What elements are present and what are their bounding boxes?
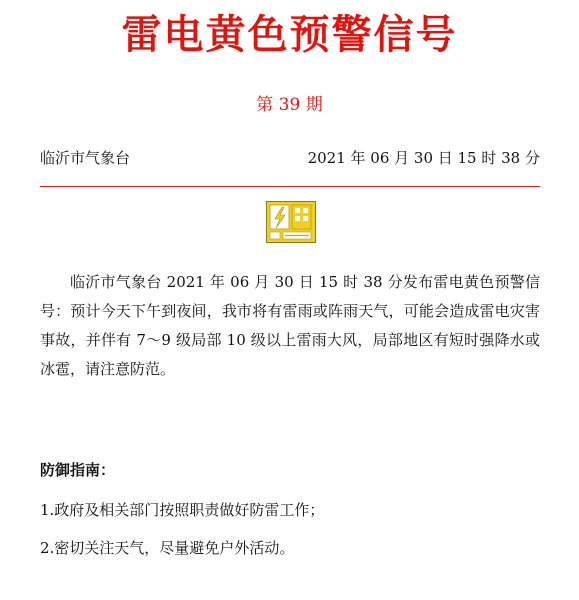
meta-row (40, 146, 540, 170)
issue-datetime: 2021 年 06 月 30 日 15 时 38 分 (307, 149, 540, 167)
document-title: 雷电黄色预警信号 (121, 12, 458, 58)
red-divider (40, 186, 540, 187)
guide-item: 2.密切关注天气，尽量避免户外活动。 (40, 539, 295, 557)
issuing-organization: 临沂市气象台 (40, 149, 131, 167)
guide-item: 1.政府及相关部门按照职责做好防雷工作； (40, 501, 325, 519)
defense-guide-title: 防御指南： (40, 461, 116, 479)
issue-number: 第 39 期 (256, 95, 323, 115)
lightning-warning-icon (266, 201, 316, 243)
warning-body-text: 临沂市气象台 2021 年 06 月 30 日 15 时 38 分发布雷电黄色预警信号：预计今天下午到夜间，我市将有雷雨或阵雨天气，可能会造成雷电灾害事故，并伴有 7～9 级局部 10 级以上雷雨大风，局部地区有短时强降水或冰雹，请注意防范。 (40, 273, 540, 378)
